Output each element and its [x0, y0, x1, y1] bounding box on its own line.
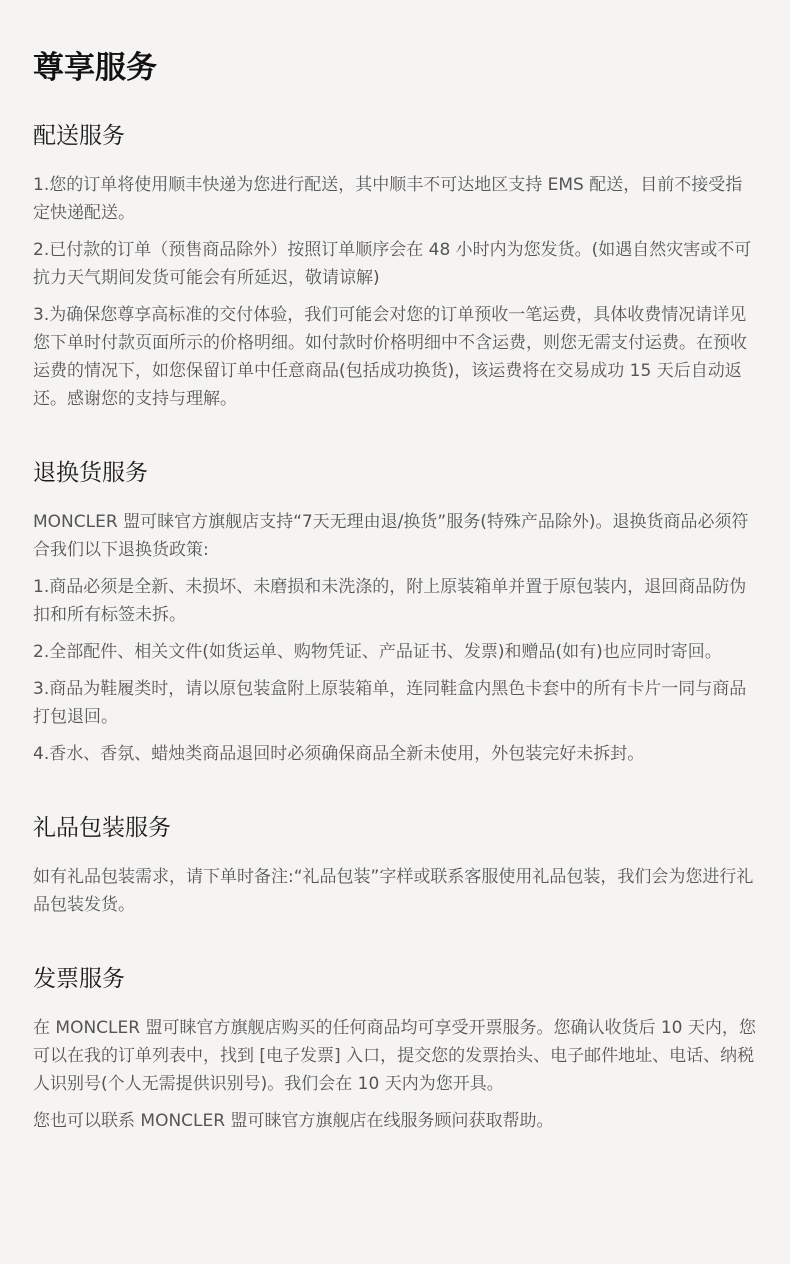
invoice-paragraph: 在 MONCLER 盟可睐官方旗舰店购买的任何商品均可享受开票服务。您确认收货后 10 天内，您可以在我的订单列表中，找到 [电子发票] 入口，提交您的发票抬头、电子邮件地址、电话、纳税人识别号(个人无需提供识别号)。我们会在 10 天内为您开具。 [33, 1018, 756, 1094]
page-title: 尊享服务 [33, 50, 157, 86]
returns-paragraph: 3.商品为鞋履类时，请以原包装盒附上原装箱单，连同鞋盒内黑色卡套中的所有卡片一同与商品打包退回。 [33, 679, 747, 727]
delivery-paragraph: 3.为确保您尊享高标准的交付体验，我们可能会对您的订单预收一笔运费，具体收费情况请详见您下单时付款页面所示的价格明细。如付款时价格明细中不含运费，则您无需支付运费。在预收运费的情况下，如您保留订单中任意商品(包括成功换货)，该运费将在交易成功 15 天后自动返还。感谢您的支持与理解。 [33, 305, 747, 409]
returns-paragraph: 2.全部配件、相关文件(如货运单、购物凭证、产品证书、发票)和赠品(如有)也应同时寄回。 [33, 642, 722, 662]
delivery-paragraph: 2.已付款的订单（预售商品除外）按照订单顺序会在 48 小时内为您发货。(如遇自然灾害或不可抗力天气期间发货可能会有所延迟，敬请谅解) [33, 240, 752, 288]
returns-paragraph: MONCLER 盟可睐官方旗舰店支持“7天无理由退/换货”服务(特殊产品除外)。退换货商品必须符合我们以下退换货政策: [33, 512, 749, 560]
gift-wrap-section [33, 768, 757, 919]
delivery-section-title: 配送服务 [33, 123, 125, 149]
invoice-section [33, 919, 757, 1135]
delivery-section [33, 88, 757, 413]
returns-section [33, 413, 757, 768]
delivery-paragraph: 1.您的订单将使用顺丰快递为您进行配送，其中顺丰不可达地区支持 EMS 配送，目前不接受指定快递配送。 [33, 175, 743, 223]
returns-section-title: 退换货服务 [33, 460, 148, 486]
returns-paragraph: 4.香水、香氛、蜡烛类商品退回时必须确保商品全新未使用，外包装完好未拆封。 [33, 744, 645, 764]
returns-paragraph: 1.商品必须是全新、未损坏、未磨损和未洗涤的，附上原装箱单并置于原包装内，退回商品防伪扣和所有标签未拆。 [33, 577, 747, 625]
gift-wrap-section-title: 礼品包装服务 [33, 815, 171, 841]
invoice-paragraph: 您也可以联系 MONCLER 盟可睐官方旗舰店在线服务顾问获取帮助。 [33, 1111, 554, 1131]
invoice-section-title: 发票服务 [33, 966, 125, 992]
gift-wrap-paragraph: 如有礼品包装需求，请下单时备注:“礼品包装”字样或联系客服使用礼品包装，我们会为您进行礼品包装发货。 [33, 867, 754, 915]
